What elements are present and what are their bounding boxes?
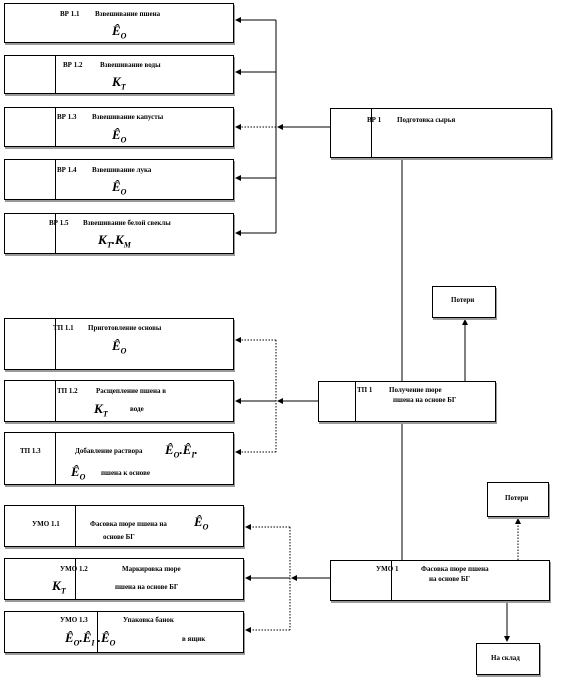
tp-1-2-divider [55, 381, 56, 421]
tp-1-2-code: ТП 1.2 [57, 387, 78, 395]
warehouse-output-label: На склад [491, 654, 520, 662]
umo-1-1-line1: Фасовка пюре пшена на [90, 520, 167, 528]
umo-1-1-code: УМО 1.1 [32, 520, 60, 528]
vr-1-1-box [4, 3, 234, 43]
tp-1-1-formula: $Ê_О$ [112, 338, 127, 356]
tp-1-2-suffix: воде [130, 405, 144, 413]
tp-1-2-title: Расщепление пшена в [96, 387, 167, 395]
tp-losses-box [432, 286, 496, 318]
vr-1-4-divider [55, 160, 56, 199]
vr-1-2-code: ВР 1.2 [63, 61, 83, 69]
umo-1-main-line2: на основе БГ [429, 575, 470, 583]
umo-1-2-line1: Маркировка пюре [122, 565, 181, 573]
umo-1-3-suffix: в ящик [182, 635, 206, 643]
umo-1-1-divider [75, 506, 76, 546]
vr-1-3-code: ВР 1.3 [57, 113, 77, 121]
vr-1-4-title: Взвешивание лука [92, 166, 152, 174]
tp-1-3-formula-c: $Ê_О$ [71, 464, 86, 482]
umo-losses-box [487, 482, 549, 517]
tp-1-3-divider [55, 433, 56, 484]
tp-1-3-formula-a: $Ê_О.Ê_I$. [165, 442, 198, 460]
umo-1-1-formula: $Ê_О$ [194, 514, 209, 532]
vr-1-2-divider [55, 56, 56, 93]
tp-losses-label: Потери [451, 296, 475, 304]
umo-1-3-title: Упаковка банок [123, 616, 174, 624]
vr-1-1-title: Взвешивание пшена [95, 10, 161, 18]
umo-1-1-box [4, 505, 244, 547]
vr-1-4-box [4, 159, 234, 200]
vr-1-3-box [4, 107, 234, 147]
umo-1-1-line2: основе БГ [103, 533, 135, 541]
vr-1-2-box [4, 55, 234, 94]
vr-1-5-formula: $К_Т.К_М$ [98, 232, 131, 250]
umo-losses-label: Потери [505, 494, 529, 502]
vr-1-4-code: ВР 1.4 [57, 166, 77, 174]
umo-1-3-code: УМО 1.3 [60, 616, 88, 624]
vr-1-main-code: ВР 1 [367, 116, 382, 124]
tp-1-main-box [318, 381, 496, 422]
tp-1-3-line2: пшена к основе [101, 469, 150, 477]
umo-1-main-box [330, 560, 550, 601]
umo-1-2-line2: пшена на основе БГ [115, 583, 179, 591]
tp-1-3-code: ТП 1.3 [20, 447, 41, 455]
vr-1-5-box [4, 213, 234, 254]
umo-1-main-line1: Фасовка пюре пшена [421, 565, 489, 573]
tp-1-main-line2: пшена на основе БГ [393, 396, 457, 404]
tp-1-1-title: Приготовление основы [88, 324, 162, 332]
umo-1-2-code: УМО 1.2 [60, 565, 88, 573]
vr-1-3-divider [55, 108, 56, 146]
tp-1-main-divider [355, 382, 356, 421]
tp-1-2-box [4, 380, 234, 422]
vr-1-main-box [330, 108, 552, 158]
vr-1-4-formula: $Ê_О$ [112, 179, 127, 197]
vr-1-main-title: Подготовка сырья [397, 116, 456, 124]
vr-1-5-code: ВР 1.5 [49, 219, 69, 227]
umo-1-3-formula: $Ê_О.Ê_I$ $.Ê_О$ [65, 630, 116, 648]
tp-1-1-code: ТП 1.1 [53, 324, 74, 332]
tp-1-main-line1: Получение пюре [389, 386, 442, 394]
vr-1-2-formula: $К_Т$ [112, 74, 126, 92]
vr-1-5-title: Взвешивание белой свеклы [83, 219, 171, 227]
umo-1-2-box [4, 558, 244, 600]
tp-1-1-box [4, 318, 234, 370]
umo-1-3-box [4, 611, 244, 653]
tp-1-2-formula: $К_Т$ [94, 401, 108, 419]
vr-1-1-code: ВР 1.1 [60, 10, 80, 18]
warehouse-output-box [476, 643, 540, 675]
tp-1-3-title: Добавление раствора [75, 447, 143, 455]
vr-1-3-formula: $Ê_О$ [112, 127, 127, 145]
umo-1-main-code: УМО 1 [376, 565, 399, 573]
vr-1-3-title: Взвешивание капусты [92, 113, 164, 121]
tp-1-3-box [4, 432, 234, 485]
vr-1-2-title: Взвешивание воды [100, 61, 161, 69]
umo-1-2-formula: $К_Т$ [52, 578, 66, 596]
tp-1-main-code: ТП 1 [357, 386, 373, 394]
vr-1-1-formula: $Ê_О$ [112, 23, 127, 41]
